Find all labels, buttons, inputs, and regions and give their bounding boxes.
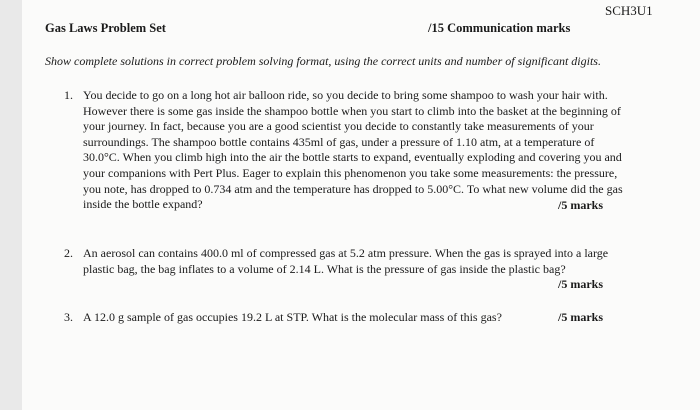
- question-number: 3.: [64, 310, 73, 324]
- question-line: surroundings. The shampoo bottle contains 435ml of gas, under a pressure of 1.10 atm, at a temperature of: [83, 134, 595, 149]
- question-line: A 12.0 g sample of gas occupies 19.2 L at STP. What is the molecular mass of this gas?: [83, 310, 502, 324]
- page-title: Gas Laws Problem Set: [45, 21, 166, 35]
- total-marks: /15 Communication marks: [428, 21, 571, 35]
- question-line: inside the bottle expand?: [83, 197, 203, 212]
- question-text: [83, 246, 631, 277]
- question-line: plastic bag, the bag inflates to a volume of 2.14 L. What is the pressure of gas inside the plastic bag?: [83, 261, 566, 276]
- question-number: 2.: [64, 246, 73, 260]
- question-marks: /5 marks: [558, 198, 603, 212]
- question-line: you note, has dropped to 0.734 atm and the temperature has dropped to 5.00°C. To what new volume did the gas: [83, 181, 623, 196]
- question-line: You decide to go on a long hot air balloon ride, so you decide to bring some shampoo to wash your hair with.: [83, 88, 608, 102]
- question-text: [83, 88, 631, 213]
- course-code: SCH3U1: [605, 3, 653, 18]
- question-number: 1.: [64, 88, 73, 102]
- question-line: However there is some gas inside the shampoo bottle when you start to climb into the basket at the beginning of: [83, 103, 621, 118]
- instructions: Show complete solutions in correct problem solving format, using the correct units and number of significant digits.: [45, 54, 601, 68]
- question-line: your journey. In fact, because you are a good scientist you decide to constantly take measurements of your: [83, 119, 594, 134]
- question-text: [83, 310, 502, 326]
- question-marks: /5 marks: [558, 310, 603, 324]
- question-marks: /5 marks: [558, 277, 603, 291]
- question-line: An aerosol can contains 400.0 ml of compressed gas at 5.2 atm pressure. When the gas is sprayed into a large: [83, 246, 609, 260]
- question-line: your companions with Pert Plus. Eager to explain this phenomenon you take some measurements: the pressure,: [83, 165, 618, 180]
- question-line: 30.0°C. When you climb high into the air the bottle starts to expand, eventually exploding and covering you and: [83, 150, 622, 165]
